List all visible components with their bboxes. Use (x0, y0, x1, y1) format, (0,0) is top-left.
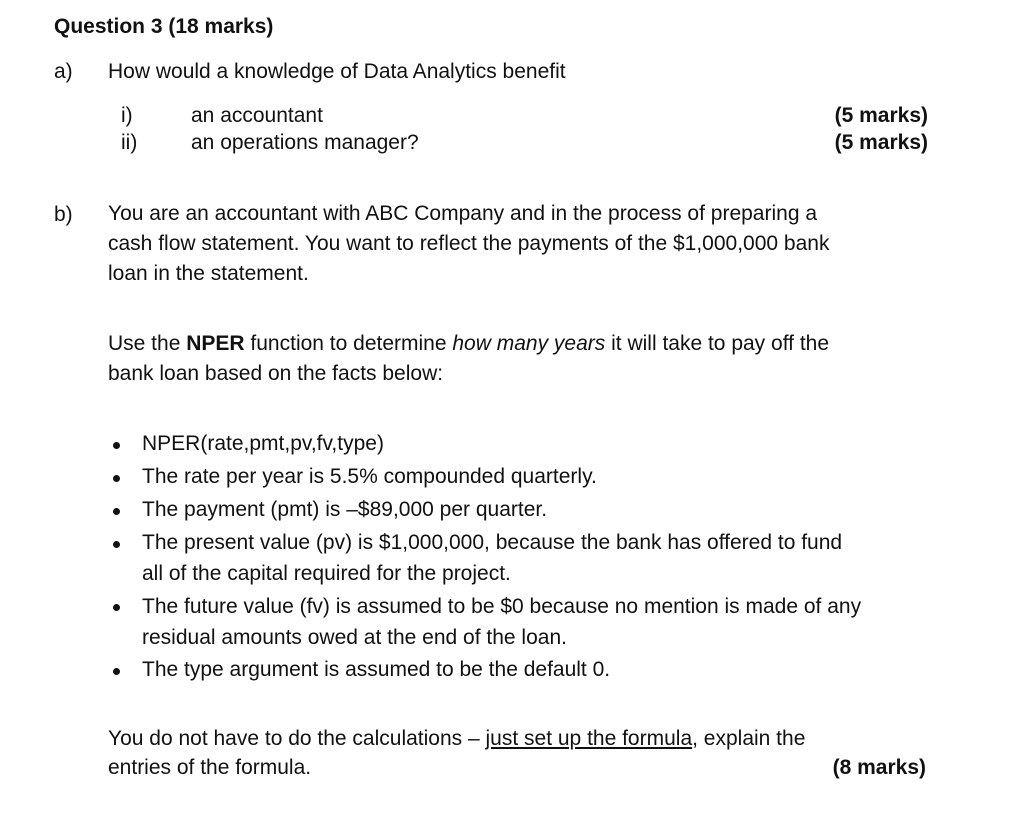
bullet-1-text: NPER(rate,pmt,pv,fv,type) (142, 432, 384, 455)
part-b-label: b) (54, 203, 73, 226)
part-a-intro: How would a knowledge of Data Analytics benefit (108, 60, 566, 83)
part-a-item-2-marks: (5 marks) (834, 131, 928, 154)
bullet-dot (113, 668, 120, 675)
bullet-dot (113, 508, 120, 515)
closing-prefix: You do not have to do the calculations – (108, 727, 486, 750)
bullet-dot (113, 475, 120, 482)
bullet-dot (113, 604, 120, 611)
closing-line-1 (108, 727, 805, 751)
bullet-6-text: The type argument is assumed to be the default 0. (142, 658, 611, 681)
bullet-dot (113, 442, 120, 449)
part-a-item-2-text: an operations manager? (191, 131, 419, 154)
bullet-dot (113, 541, 120, 548)
part-a-item-1-number: i) (121, 104, 133, 127)
part-b-paragraph-1-line-3: loan in the statement. (108, 262, 309, 285)
bullet-5-text (142, 591, 861, 653)
part-a-label: a) (54, 60, 73, 83)
bullet-5-line-2: residual amounts owed at the end of the loan. (142, 626, 567, 649)
bullet-5-line-1: The future value (fv) is assumed to be $0 because no mention is made of any (142, 595, 862, 618)
closing-underlined-instruction: just set up the formula (485, 727, 693, 750)
part-a-item-1-text: an accountant (191, 104, 323, 127)
closing-suffix: , explain the (692, 727, 806, 750)
part-b-paragraph-2 (108, 329, 829, 389)
para2-mid: function to determine (244, 332, 453, 355)
bullet-2-text: The rate per year is 5.5% compounded quarterly. (142, 465, 597, 488)
question-title: Question 3 (18 marks) (54, 15, 274, 38)
bullet-3-text: The payment (pmt) is –$89,000 per quarter. (142, 498, 548, 521)
bullet-4-line-1: The present value (pv) is $1,000,000, because the bank has offered to fund (142, 531, 843, 554)
part-b-paragraph-1 (108, 199, 829, 289)
nper-keyword: NPER (186, 332, 245, 355)
para2-prefix: Use the (108, 332, 187, 355)
part-b-paragraph-1-line-2: cash flow statement. You want to reflect the payments of the $1,000,000 bank (108, 232, 830, 255)
part-a-item-2-number: ii) (121, 131, 138, 154)
how-many-years-emphasis: how many years (452, 332, 606, 355)
part-a-item-1-marks: (5 marks) (834, 104, 928, 127)
part-b-marks: (8 marks) (832, 756, 926, 779)
part-b-paragraph-1-line-1: You are an accountant with ABC Company and in the process of preparing a (108, 202, 818, 225)
closing-line-2: entries of the formula. (108, 756, 312, 779)
bullet-4-text (142, 527, 842, 589)
para2-suffix: it will take to pay off the (605, 332, 830, 355)
part-b-paragraph-2-line-2: bank loan based on the facts below: (108, 362, 444, 385)
part-b-paragraph-2-line-1 (108, 329, 829, 359)
bullet-4-line-2: all of the capital required for the project. (142, 562, 511, 585)
